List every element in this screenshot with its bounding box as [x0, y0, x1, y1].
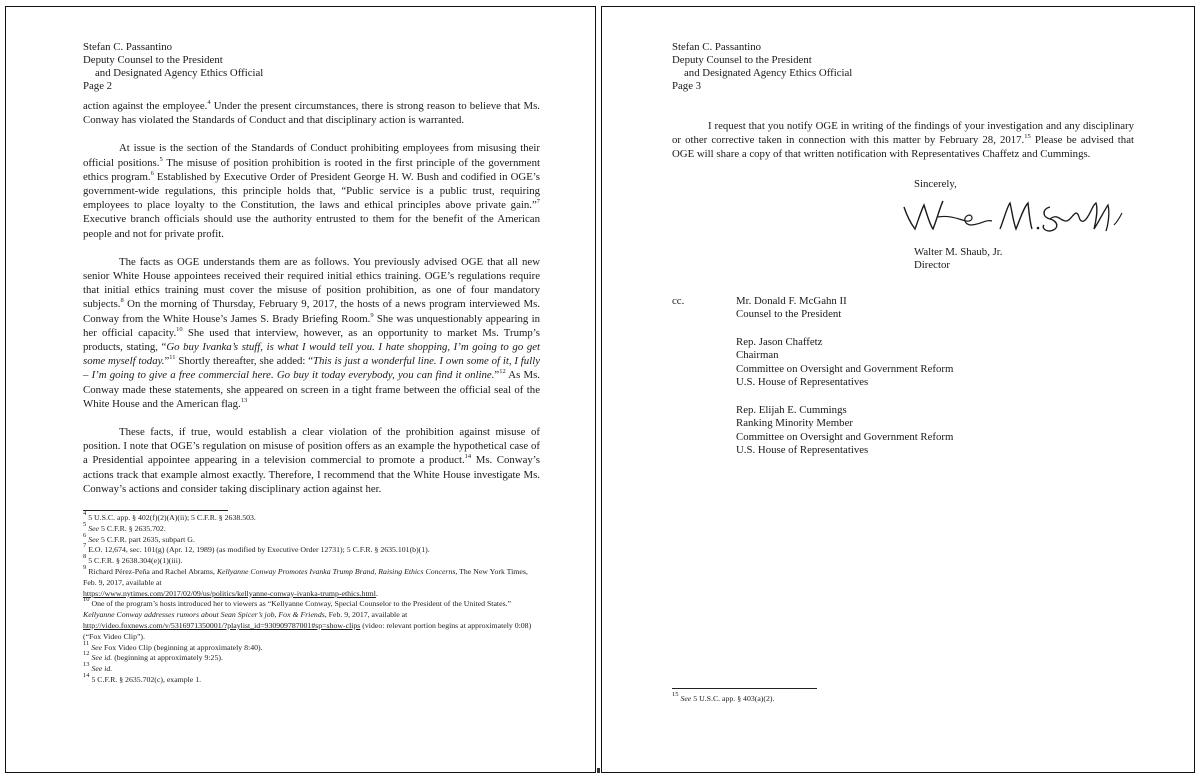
recipient-name: Stefan C. Passantino — [83, 41, 173, 53]
cc-section — [672, 295, 1134, 472]
footnote-4: $^4$ 5 U.S.C. app. § 402(f)(2)(A)(ii); 5 C.F.R. § 2638.503. — [83, 510, 256, 523]
paragraph-continuation: action against the employee.$^4$ Under the present circumstances, there is strong reason to believe that Ms. Conway has violated the Standards of Conduct and that disciplinary action is warranted. — [83, 99, 540, 127]
page-2-content — [83, 41, 540, 772]
cc-label: cc. — [672, 294, 685, 307]
footnote-6: $^6$ See 5 C.F.R. part 2635, subpart G. — [83, 531, 195, 544]
page-divider-mark — [597, 768, 600, 773]
cc-recipient: Mr. Donald F. McGahn II Counsel to the President — [736, 294, 847, 321]
quote-2: This is just a wonderful line. I own some of it, I fully – I’m going to give a free commercial here. Go buy it today everybody, you can find it online. — [83, 355, 540, 382]
letter-page-2 — [5, 6, 596, 773]
closing: Sincerely, — [914, 177, 957, 190]
footnote-8: $^8$ 5 C.F.R. § 2638.304(e)(1)(iii). — [83, 553, 183, 566]
footnote-ref: 12 — [499, 368, 506, 376]
footnote-ref: 9 — [370, 311, 374, 319]
recipient-title-continued: and Designated Agency Ethics Official — [684, 67, 853, 79]
footnote-13: $^{13}$ See id. — [83, 661, 113, 674]
paragraph-request: I request that you notify OGE in writing of the findings of your investigation and any disciplinary or other corrective taken in connection with this matter by February 28, 2017.15 Please be advised that OGE will share a copy of that written notification with Representatives Chaffetz and Cummings. — [672, 120, 1134, 161]
footnote-ref: 13 — [240, 396, 248, 404]
signer-name: Walter M. Shaub, Jr. — [914, 245, 1003, 258]
recipient-title-continued: and Designated Agency Ethics Official — [95, 67, 264, 79]
quote-1: Go buy Ivanka’s stuff, is what I would tell you. I hate shopping, I’m going to go get some myself today. — [83, 341, 541, 368]
foxnews-link[interactable]: http://video.foxnews.com/v/5316971350001/?playlist_id=930909787001#sp=show-clips — [83, 621, 361, 631]
cc-recipient: Rep. Jason Chaffetz Chairman Committee on Oversight and Government Reform U.S. House of Representatives — [736, 335, 954, 389]
footnote-ref: 11 — [169, 354, 176, 362]
footnote-ref: 14 — [464, 453, 472, 461]
footnotes — [83, 510, 540, 686]
paragraph-conclusion: These facts, if true, would establish a clear violation of the prohibition against misuse of position. I note that OGE’s regulation on misuse of position offers as an example the hypothetical case of a Presidential appointee appearing in a television commercial to promote a product.$^{14}$ Ms. Conway’s actions track that example almost exactly. Therefore, I recommend that the White House investigate Ms. Conway’s actions and consider taking disciplinary action against her. — [83, 426, 540, 495]
footnote-ref: 5 — [159, 155, 163, 163]
footnote-15: $^{15}$ See 5 U.S.C. app. § 403(a)(2). — [672, 691, 775, 703]
footnote-11: $^{11}$ See Fox Video Clip (beginning at approximately 8:40). — [83, 639, 263, 652]
recipient-title: Deputy Counsel to the President — [83, 54, 223, 66]
footnote-ref: 15 — [1024, 133, 1031, 141]
signature-block — [914, 178, 1134, 273]
footnote-ref: 4 — [207, 99, 211, 106]
footnote-7: $^7$ E.O. 12,674, sec. 101(g) (Apr. 12, 1989) (as modified by Executive Order 12731); 5 C.F.R. § 2635.101(b)(1). — [83, 542, 430, 555]
footnote-separator — [83, 510, 228, 511]
cc-list — [736, 295, 1134, 472]
paragraph-facts: The facts as OGE understands them are as follows. You previously advised OGE that all new senior White House appointees received their required initial ethics training. OGE’s regulations require that initial ethics training must cover the misuse of position prohibition, as one of four mandatory subjects.$^8$ On the morning of Thursday, February 9, 2017, the hosts of a news program interviewed Ms. Conway from the White House’s James S. Brady Briefing Room.$^9$ She was unquestionably appearing in her official capacity.$^{10}$ She used that interview, however, as an opportunity to market Ms. Trump’s products, stating, “Go buy Ivanka’s stuff, is what I would tell you. I hate shopping, I’m going to go get some myself today.”$^{11}$ Shortly thereafter, she added: “This is just a wonderful line. I own some of it, I fully – I’m going to give a free commercial here. Go buy it today everybody, you can find it online.”$^{12}$ As Ms. Conway made these statements, she appeared on screen in a tight frame between the official seal of the White House and the American flag.$^{13}$ — [83, 255, 541, 410]
footnote-ref: 10 — [176, 325, 183, 333]
nytimes-link[interactable]: https://www.nytimes.com/2017/02/09/us/politics/kellyanne-conway-ivanka-trump-ethics.html — [83, 588, 376, 598]
footnote-9: $^9$ Richard Pérez-Peña and Rachel Abrams, Kellyanne Conway Promotes Ivanka Trump Brand, Raising Ethics Concerns, The New York Times, Feb. 9, 2017, available at https://www.nytimes.com/2017/02/09/us/politics/kellyanne-conway-ivanka-trump-ethics.html. — [83, 564, 528, 598]
footnote-5: $^5$ See 5 C.F.R. § 2635.702. — [83, 520, 166, 533]
paragraph-misuse-of-position: At issue is the section of the Standards of Conduct prohibiting employees from misusing their official positions.$^5$ The misuse of position prohibition is rooted in the first principle of the government ethics program.$^6$ Established by Executive Order of President George H. W. Bush and codified in OGE’s government-wide regulations, this principle holds that, “Public service is a public trust, requiring employees to place loyalty to the Constitution, the laws and ethical principles above private gain.”$^7$ Executive branch officials should use the authority entrusted to them for the benefit of the American people and not for private profit. — [83, 142, 540, 240]
recipient-name: Stefan C. Passantino — [672, 41, 762, 53]
handwritten-signature — [900, 195, 1130, 239]
letter-header — [83, 41, 540, 93]
footnote-14: $^{14}$ 5 C.F.R. § 2635.702(c), example 1. — [83, 672, 202, 685]
letter-header — [672, 41, 1134, 93]
footnote-12: $^{12}$ See id. (beginning at approximately 9:25). — [83, 650, 223, 663]
recipient-title: Deputy Counsel to the President — [672, 54, 812, 66]
footnote-ref: 8 — [120, 297, 124, 305]
footnote-separator — [672, 688, 817, 689]
page-number: Page 2 — [83, 80, 113, 92]
footnote-10: $^{10}$ One of the program’s hosts introduced her to viewers as “Kellyanne Conway, Special Counselor to the President of the United States.” Kellyanne Conway addresses rumors about Sean Spicer’s job, Fox & Friends, Feb. 9, 2017, available at http://video.foxnews.com/v/5316971350001/?playlist_id=930909787001#sp=show-clips (video: relevant portion begins at approximately 0:08) (“Fox Video Clip”). — [83, 596, 532, 641]
page-3-content — [672, 41, 1134, 772]
page-number: Page 3 — [672, 80, 702, 92]
letter-page-3 — [601, 6, 1195, 773]
footnote-ref: 6 — [150, 169, 154, 177]
footnote-ref: 7 — [536, 198, 540, 206]
cc-recipient: Rep. Elijah E. Cummings Ranking Minority Member Committee on Oversight and Government Reform U.S. House of Representatives — [736, 403, 954, 457]
signer-title: Director — [914, 259, 950, 272]
